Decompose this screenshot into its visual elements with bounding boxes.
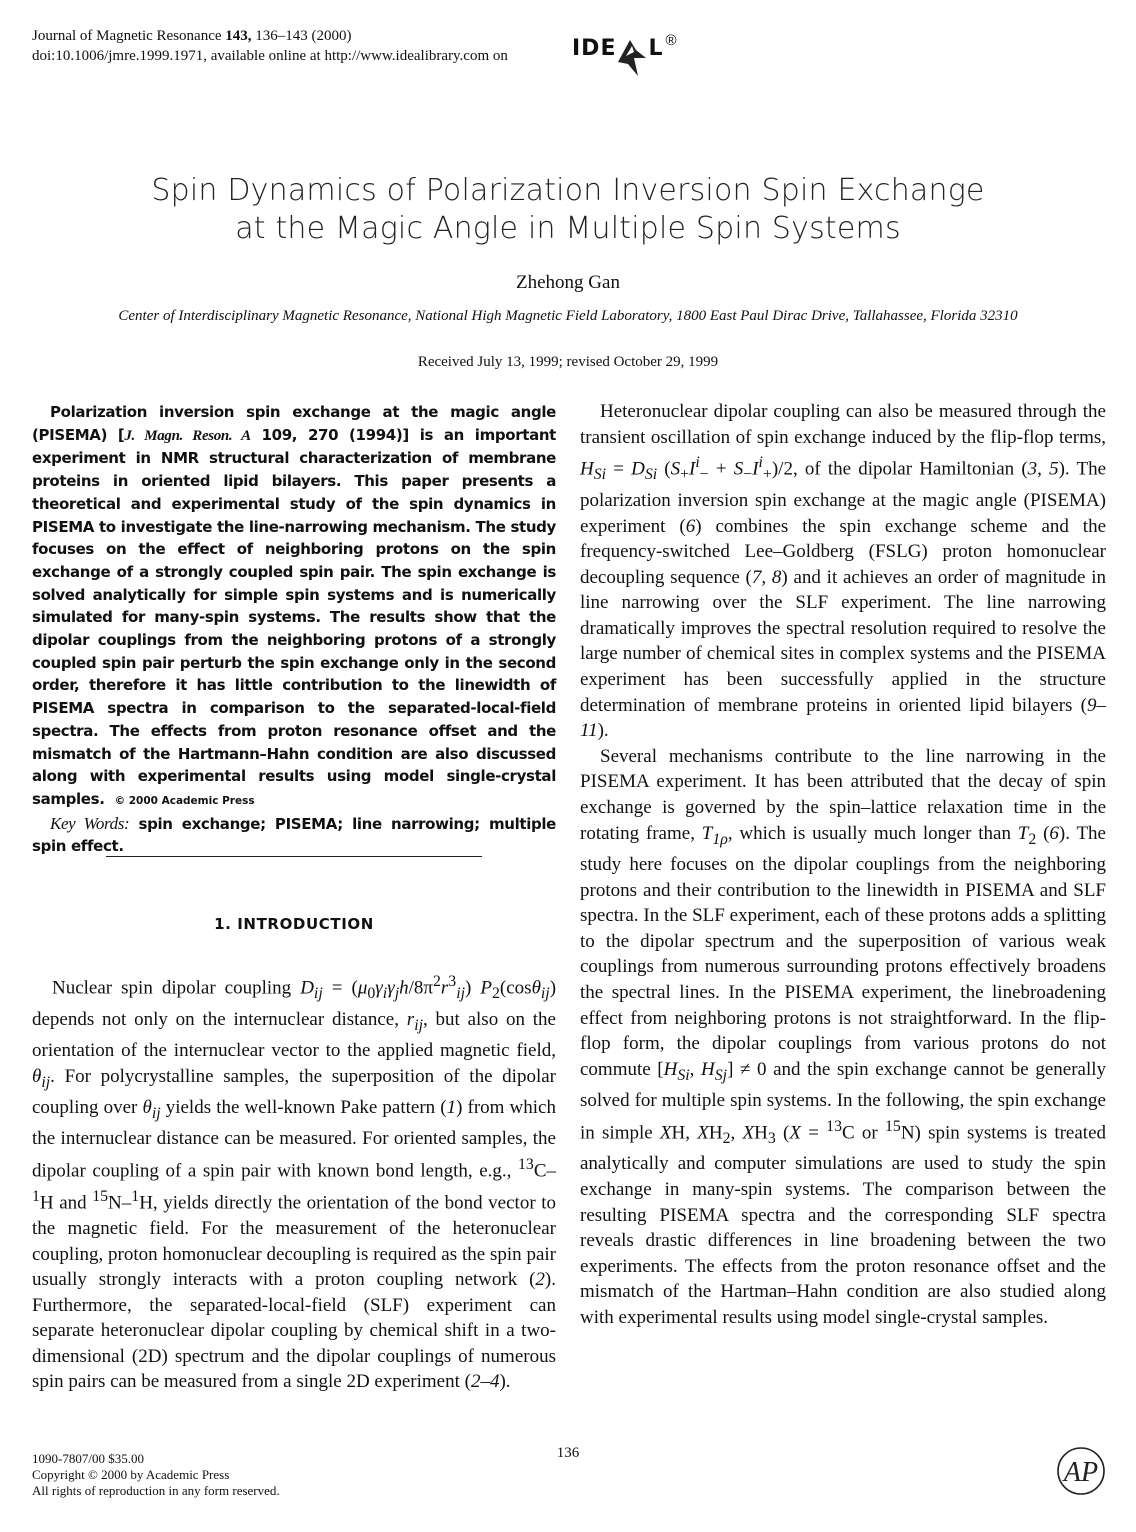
academic-press-logo: [1056, 1446, 1106, 1501]
ideal-logo: IDE L ®: [572, 36, 677, 80]
article-title: Spin Dynamics of Polarization Inversion Spin Exchange at the Magic Angle in Multiple Spin Systems: [151, 173, 985, 246]
journal-volume: 143,: [225, 28, 252, 44]
keywords: Key Words: spin exchange; PISEMA; line narrowing; multiple spin effect.: [32, 813, 556, 856]
ap-logo-icon: [1056, 1446, 1106, 1496]
received-dates: Received July 13, 1999; revised October 29, 1999: [417, 354, 719, 370]
abstract-divider: [106, 856, 482, 857]
paragraph-2: Heteronuclear dipolar coupling can also be measured through the transient oscillation of spin exchange induced by the flip-flop terms, $H_{Si} = D_{Si}$ $(S_+I^i_- + S_-I^i_+)/2$, of the dipolar Hamiltonian (3, 5). The polarization inversion spin exchange at the magic angle (PISEMA) experiment (6) combines the spin exchange scheme and the frequency-switched Lee–Goldberg (FSLG) proton homonuclear decoupling sequence (7, 8) and it achieves an order of magnitude in line narrowing over the SLF experiment. The line narrowing dramatically improves the spectral resolution required to resolve the large number of chemical sites in complex systems and the PISEMA experiment has been successfully applied in the structure determination of membrane proteins in oriented lipid bilayers (9–11).: [580, 401, 1107, 742]
body-column-left: [32, 969, 556, 1395]
ideal-bird-icon: [616, 36, 648, 80]
svg-text:AP: AP: [1063, 1457, 1099, 1488]
paragraph-1: Nuclear spin dipolar coupling $D_{ij} = (\mu_0\gamma_i\gamma_jh/8\pi^2r^3_{ij})$ $P_2(\cos\theta_{ij})$ depends not only on the internuclear distance, $r_{ij}$, but also on the orientation of the internuclear vector to the applied magnetic field, $\theta_{ij}$. For polycrystalline samples, the superposition of the dipolar coupling over $\theta_{ij}$ yields the well-known Pake pattern (1) from which the internuclear distance can be measured. For oriented samples, the dipolar coupling of a spin pair with known bond length, e.g., $^{13}$C–$^1$H and $^{15}$N–$^1$H, yields directly the orientation of the bond vector to the magnetic field. For the measurement of the heteronuclear coupling, proton homonuclear decoupling is required as the spin pair usually strongly interacts with a proton coupling network (2). Furthermore, the separated-local-field (SLF) experiment can separate heteronuclear dipolar coupling by chemical shift in a two-dimensional (2D) spectrum and the dipolar couplings of numerous spin pairs can be measured from a single 2D experiment (2–4).: [32, 973, 557, 1393]
abstract: [32, 401, 556, 858]
doi-line: doi:10.1006/jmre.1999.1971, available online at http://www.idealibrary.com on: [32, 48, 508, 64]
abstract-citation: J. Magn. Reson. A: [124, 427, 251, 444]
abstract-text: Polarization inversion spin exchange at the magic angle (PISEMA) [J. Magn. Reson. A 109, 270 (1994)] is an important experiment in NMR structural characterization of membrane proteins in oriented lipid bilayers. This paper presents a theoretical and experimental study of the spin dynamics in PISEMA to investigate the line-narrowing mechanism. The study focuses on the effect of neighboring protons on the spin exchange of a strongly coupled spin pair. The spin exchange is solved analytically for simple spin systems and is numerically simulated for many-spin systems. The results show that the dipolar couplings from the neighboring protons of a strongly coupled spin pair perturb the spin exchange only in the second order, therefore it has little contribution to the linewidth of PISEMA spectra in comparison to the separated-local-field spectra. The effects from proton resonance offset and the mismatch of the Hartmann–Hahn condition are also discussed along with experimental results using model single-crystal samples. © 2000 Academic Press: [32, 403, 557, 808]
journal-header: [32, 26, 508, 66]
page-number: 136: [556, 1445, 580, 1461]
abstract-copyright: © 2000 Academic Press: [114, 794, 255, 807]
journal-citation: Journal of Magnetic Resonance 143, 136–143 (2000): [32, 28, 352, 44]
affiliation: Center of Interdisciplinary Magnetic Resonance, National High Magnetic Field Laboratory, 1800 East Paul Dirac Drive, Tallahassee, Florida 32310: [118, 308, 1018, 324]
body-column-right: [580, 399, 1106, 1331]
paragraph-3: Several mechanisms contribute to the line narrowing in the PISEMA experiment. It has been attributed that the decay of spin exchange is governed by the spin–lattice relaxation time in the rotating frame, $T_{1\rho}$, which is usually much longer than $T_2$ (6). The study here focuses on the dipolar couplings from the neighboring protons and their contribution to the linewidth in PISEMA and SLF spectra. In the SLF experiment, each of these protons adds a splitting to the dipolar spectrum and the superposition of various weak couplings from numerous surrounding protons effectively broadens the spectral lines. In the PISEMA experiment, the linebroadening effect from neighboring protons is not straightforward. In the flip-flop form, the dipolar couplings from various protons do not commute [$H_{Si}$, $H_{Sj}] \ne 0$ and the spin exchange cannot be generally solved for multiple spin systems. In the following, the spin exchange in simple XH, $XH_2$, $XH_3$ (X = $^{13}$C or $^{15}$N) spin systems is treated analytically and computer simulations are used to study the spin exchange in many-spin systems. The comparison between the resulting PISEMA spectra and the corresponding SLF spectra reveals drastic differences in line broadening between the two experiments. The effects from the proton resonance offset and the mismatch of the Hartman–Hahn condition are also studied along with experimental results using model single-crystal samples.: [580, 745, 1107, 1329]
section-heading: 1. INTRODUCTION: [214, 915, 374, 933]
author: Zhehong Gan: [516, 272, 620, 293]
footer-copyright: 1090-7807/00 $35.00 Copyright © 2000 by Academic Press All rights of reproduction in any form reserved.: [32, 1451, 280, 1498]
